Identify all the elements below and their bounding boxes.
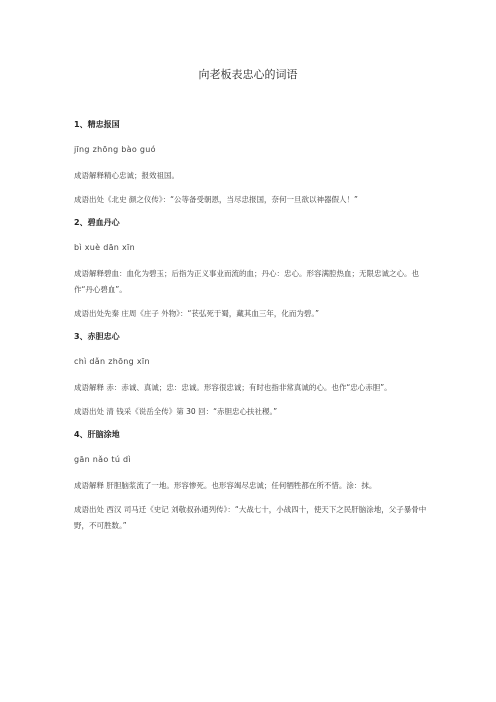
entry-source: 成语出处先秦 庄周《庄子 外物》：“苌弘死于蜀，藏其血三年，化而为碧。” xyxy=(74,309,320,318)
entry-pinyin: chì dǎn zhōng xīn xyxy=(74,357,150,366)
entry-source: 成语出处 清 钱采《说岳全传》第 30 回：“赤胆忠心扶社稷。” xyxy=(74,407,278,416)
entry-pinyin: bì xuè dān xīn xyxy=(74,243,135,252)
entry-meaning: 成语解释 赤：赤诚、真诚；忠：忠诚。形容很忠诚；有时也指非常真诚的心。也作“忠心赤胆”。 xyxy=(74,383,392,392)
entry-source: 成语出处 西汉 司马迁《史记 刘敬叔孙通列传》：“大战七十，小战四十，使天下之民肝脑涂地，父子暴骨中野，不可胜数。” xyxy=(74,505,427,530)
entry-heading: 1、精忠报国 xyxy=(74,120,120,129)
entry-meaning: 成语解释 肝胆脑浆流了一地。形容惨死。也形容竭尽忠诚；任何牺牲都在所不惜。涂：抹。 xyxy=(74,481,377,490)
entry-list xyxy=(74,118,434,542)
entry-heading: 3、赤胆忠心 xyxy=(74,332,120,341)
entry-meaning: 成语解释碧血：血化为碧玉；后指为正义事业而流的血；丹心：忠心。形容满腔热血；无限忠诚之心。也作“丹心碧血”。 xyxy=(74,269,419,294)
idiom-entry xyxy=(74,216,434,322)
idiom-entry xyxy=(74,428,434,534)
page-title: 向老板表忠心的词语 xyxy=(198,68,298,81)
idiom-entry xyxy=(74,118,434,208)
entry-pinyin: gān nǎo tú dì xyxy=(74,455,131,464)
entry-pinyin: jīng zhōng bào guó xyxy=(74,145,156,154)
entry-source: 成语出处《北史 颜之仪传》：“公等备受朝恩，当尽忠报国，奈何一旦欲以神器假人！” xyxy=(74,195,358,204)
entry-meaning: 成语解释精心忠诚；报效祖国。 xyxy=(74,171,179,180)
idiom-entry xyxy=(74,330,434,420)
entry-heading: 4、肝脑涂地 xyxy=(74,430,120,439)
entry-heading: 2、碧血丹心 xyxy=(74,218,120,227)
